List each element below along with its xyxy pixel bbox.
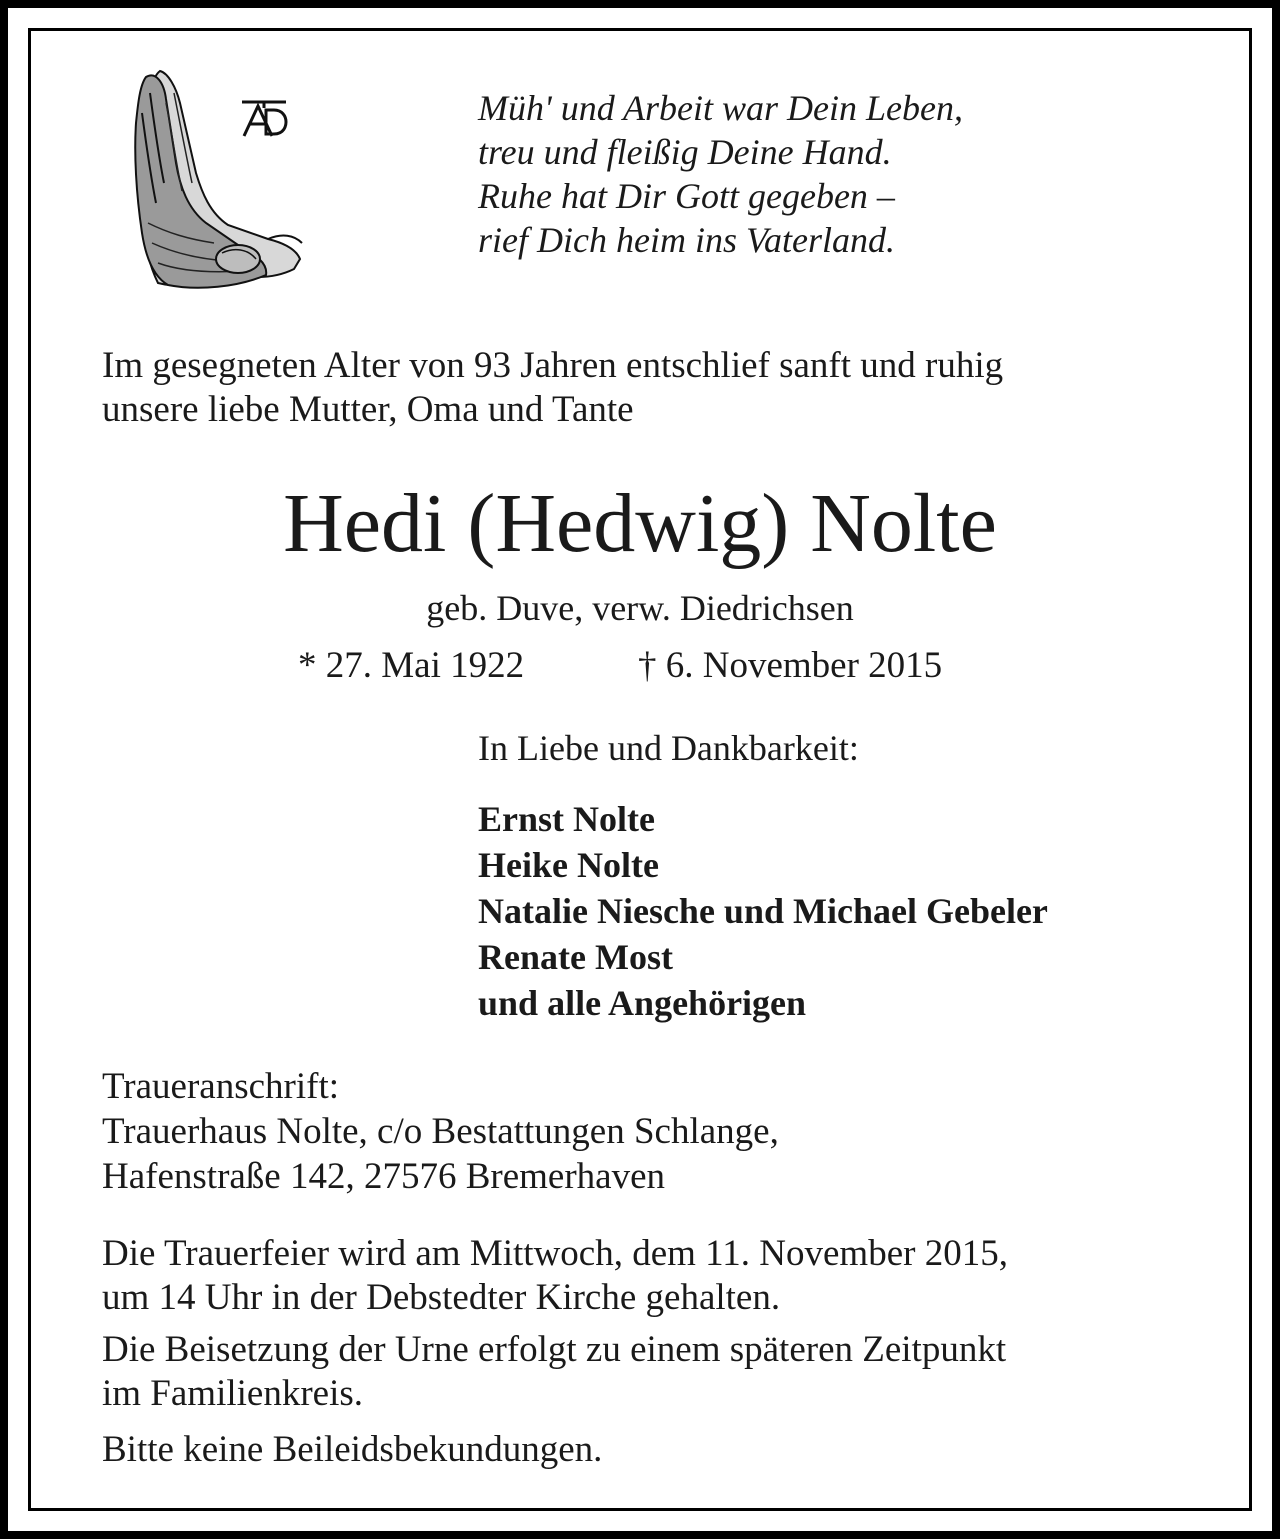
birth-names: geb. Duve, verw. Diedrichsen — [426, 588, 854, 628]
service-line: um 14 Uhr in der Debstedter Kirche gehalten. — [102, 1277, 781, 1318]
duerer-monogram-icon — [236, 94, 292, 140]
mourners-heading: In Liebe und Dankbarkeit: — [478, 728, 859, 768]
birth-date: * 27. Mai 1922 — [298, 645, 525, 686]
verse-line: treu und fleißig Deine Hand. — [478, 132, 892, 172]
verse-line: Ruhe hat Dir Gott gegeben – — [478, 176, 895, 216]
verse-line: rief Dich heim ins Vaterland. — [478, 220, 895, 260]
mourners-list — [478, 796, 1048, 1026]
address-line: Traueranschrift: — [102, 1066, 340, 1107]
burial-info — [102, 1328, 1006, 1416]
death-date: † 6. November 2015 — [638, 645, 943, 686]
mourner-name: Ernst Nolte — [478, 799, 655, 839]
verse — [478, 86, 963, 262]
mourning-address — [102, 1064, 779, 1199]
verse-line: Müh' und Arbeit war Dein Leben, — [478, 88, 963, 128]
burial-line: Die Beisetzung der Urne erfolgt zu einem späteren Zeitpunkt — [102, 1329, 1007, 1370]
mourner-name: Natalie Niesche und Michael Gebeler — [478, 891, 1048, 931]
service-line: Die Trauerfeier wird am Mittwoch, dem 11. November 2015, — [102, 1233, 1008, 1274]
funeral-service-info — [102, 1232, 1008, 1320]
deceased-name: Hedi (Hedwig) Nolte — [283, 477, 997, 570]
burial-line: im Familienkreis. — [102, 1373, 364, 1414]
mourner-name: und alle Angehörigen — [478, 983, 807, 1023]
intro-line: Im gesegneten Alter von 93 Jahren entschlief sanft und ruhig — [102, 345, 1004, 386]
closing-note — [102, 1428, 602, 1472]
intro-text — [102, 344, 1003, 432]
intro-line: unsere liebe Mutter, Oma und Tante — [102, 389, 634, 430]
mourner-name: Heike Nolte — [478, 845, 659, 885]
address-line: Trauerhaus Nolte, c/o Bestattungen Schlange, — [102, 1111, 779, 1152]
closing-line: Bitte keine Beileidsbekundungen. — [102, 1429, 603, 1470]
address-line: Hafenstraße 142, 27576 Bremerhaven — [102, 1156, 666, 1197]
mourner-name: Renate Most — [478, 937, 673, 977]
